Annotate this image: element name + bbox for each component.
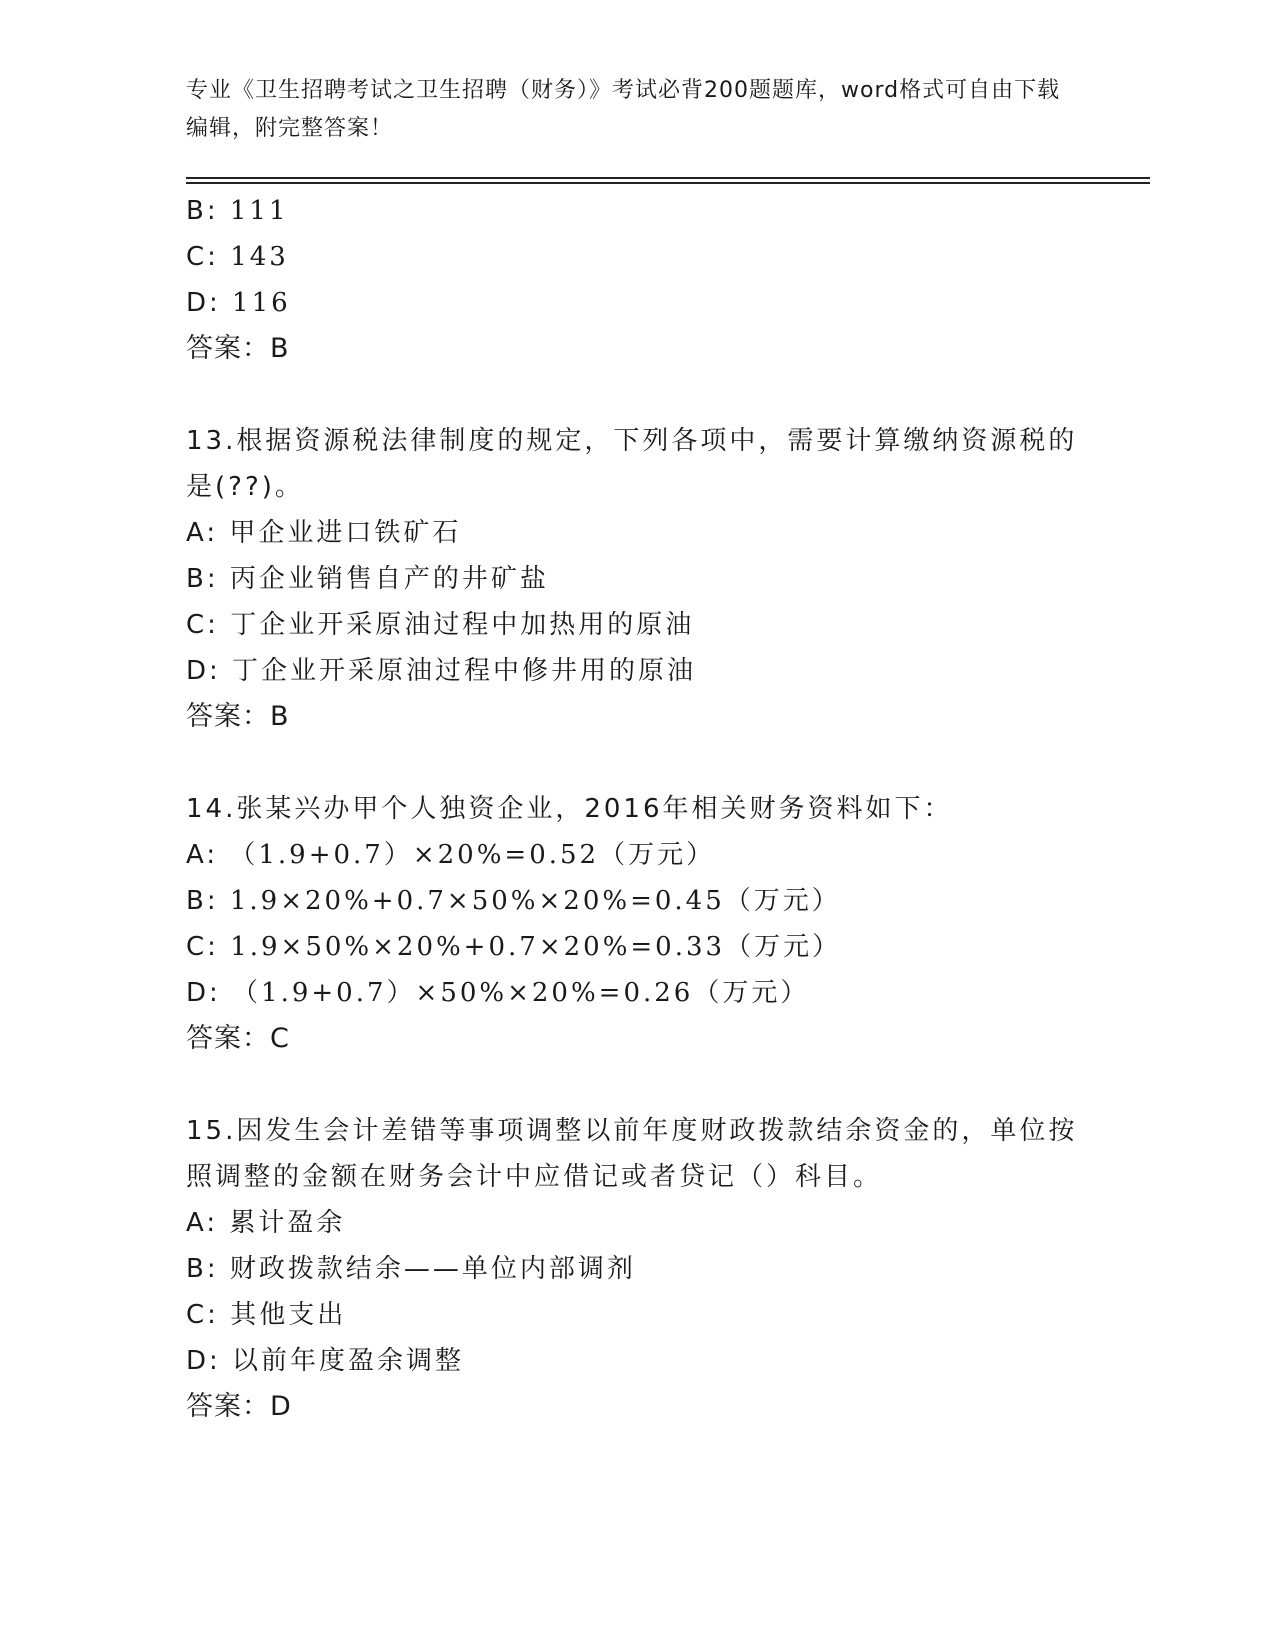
option-text: 其他支出 — [230, 1300, 347, 1330]
option-letter: A: — [186, 1208, 219, 1238]
question-stem: 14.张某兴办甲个人独资企业，2016年相关财务资料如下： — [186, 794, 953, 824]
option-text: 1.9×20%+0.7×50%×20%=0.45（万元） — [229, 886, 841, 916]
option-text: 丙企业销售自产的井矿盐 — [229, 564, 549, 594]
option-text: 116 — [232, 288, 291, 318]
question-block-13 — [186, 418, 1086, 740]
option-letter: B: — [186, 196, 219, 226]
option-line — [186, 924, 1086, 970]
option-text: （1.9+0.7）×50%×20%=0.26（万元） — [232, 978, 810, 1008]
answer-line: 答案：D — [186, 1391, 292, 1422]
option-letter: D: — [186, 1346, 221, 1376]
question-block-14 — [186, 786, 1086, 1062]
option-text: 丁企业开采原油过程中修井用的原油 — [232, 656, 697, 686]
option-letter: B: — [186, 1254, 219, 1284]
option-text: 1.9×50%×20%+0.7×20%=0.33（万元） — [230, 932, 842, 962]
option-letter: D: — [186, 288, 221, 318]
question-block-15 — [186, 1108, 1086, 1430]
option-text: （1.9+0.7）×20%=0.52（万元） — [229, 840, 716, 870]
document-header — [186, 72, 1066, 148]
option-line — [186, 1246, 1086, 1292]
option-text: 甲企业进口铁矿石 — [229, 518, 462, 548]
question-block-partial — [186, 188, 1086, 372]
option-letter: C: — [186, 1300, 219, 1330]
option-letter: D: — [186, 656, 221, 686]
option-text: 累计盈余 — [229, 1208, 346, 1238]
option-line — [186, 970, 1086, 1016]
answer-line: 答案：C — [186, 1023, 290, 1054]
option-line — [186, 280, 1086, 326]
option-text: 111 — [229, 196, 289, 226]
option-line — [186, 878, 1086, 924]
option-letter: C: — [186, 610, 219, 640]
option-letter: B: — [186, 886, 219, 916]
option-letter: B: — [186, 564, 219, 594]
option-line — [186, 1200, 1086, 1246]
option-text: 以前年度盈余调整 — [232, 1346, 465, 1376]
header-title: 专业《卫生招聘考试之卫生招聘（财务）》考试必背200题题库，word格式可自由下载编辑，附完整答案！ — [186, 78, 1061, 141]
option-letter: C: — [186, 242, 219, 272]
answer-line: 答案：B — [186, 701, 290, 732]
option-line — [186, 602, 1086, 648]
option-line — [186, 648, 1086, 694]
question-stem: 13.根据资源税法律制度的规定，下列各项中，需要计算缴纳资源税的是(??)。 — [186, 426, 1078, 502]
option-line — [186, 234, 1086, 280]
option-line — [186, 188, 1086, 234]
option-line — [186, 1338, 1086, 1384]
header-divider-bottom — [186, 182, 1150, 184]
spacer — [186, 372, 1086, 418]
spacer — [186, 740, 1086, 786]
option-letter: C: — [186, 932, 219, 962]
option-line — [186, 832, 1086, 878]
option-text: 143 — [230, 242, 289, 272]
option-line — [186, 556, 1086, 602]
option-line — [186, 510, 1086, 556]
spacer — [186, 1062, 1086, 1108]
option-letter: A: — [186, 840, 219, 870]
header-divider-top — [186, 177, 1150, 179]
option-line — [186, 1292, 1086, 1338]
question-list — [186, 188, 1086, 1430]
option-text: 财政拨款结余——单位内部调剂 — [229, 1254, 636, 1284]
answer-line: 答案：B — [186, 333, 290, 364]
option-letter: D: — [186, 978, 221, 1008]
option-text: 丁企业开采原油过程中加热用的原油 — [230, 610, 695, 640]
question-stem: 15.因发生会计差错等事项调整以前年度财政拨款结余资金的，单位按照调整的金额在财务会计中应借记或者贷记（）科目。 — [186, 1116, 1078, 1192]
option-letter: A: — [186, 518, 219, 548]
